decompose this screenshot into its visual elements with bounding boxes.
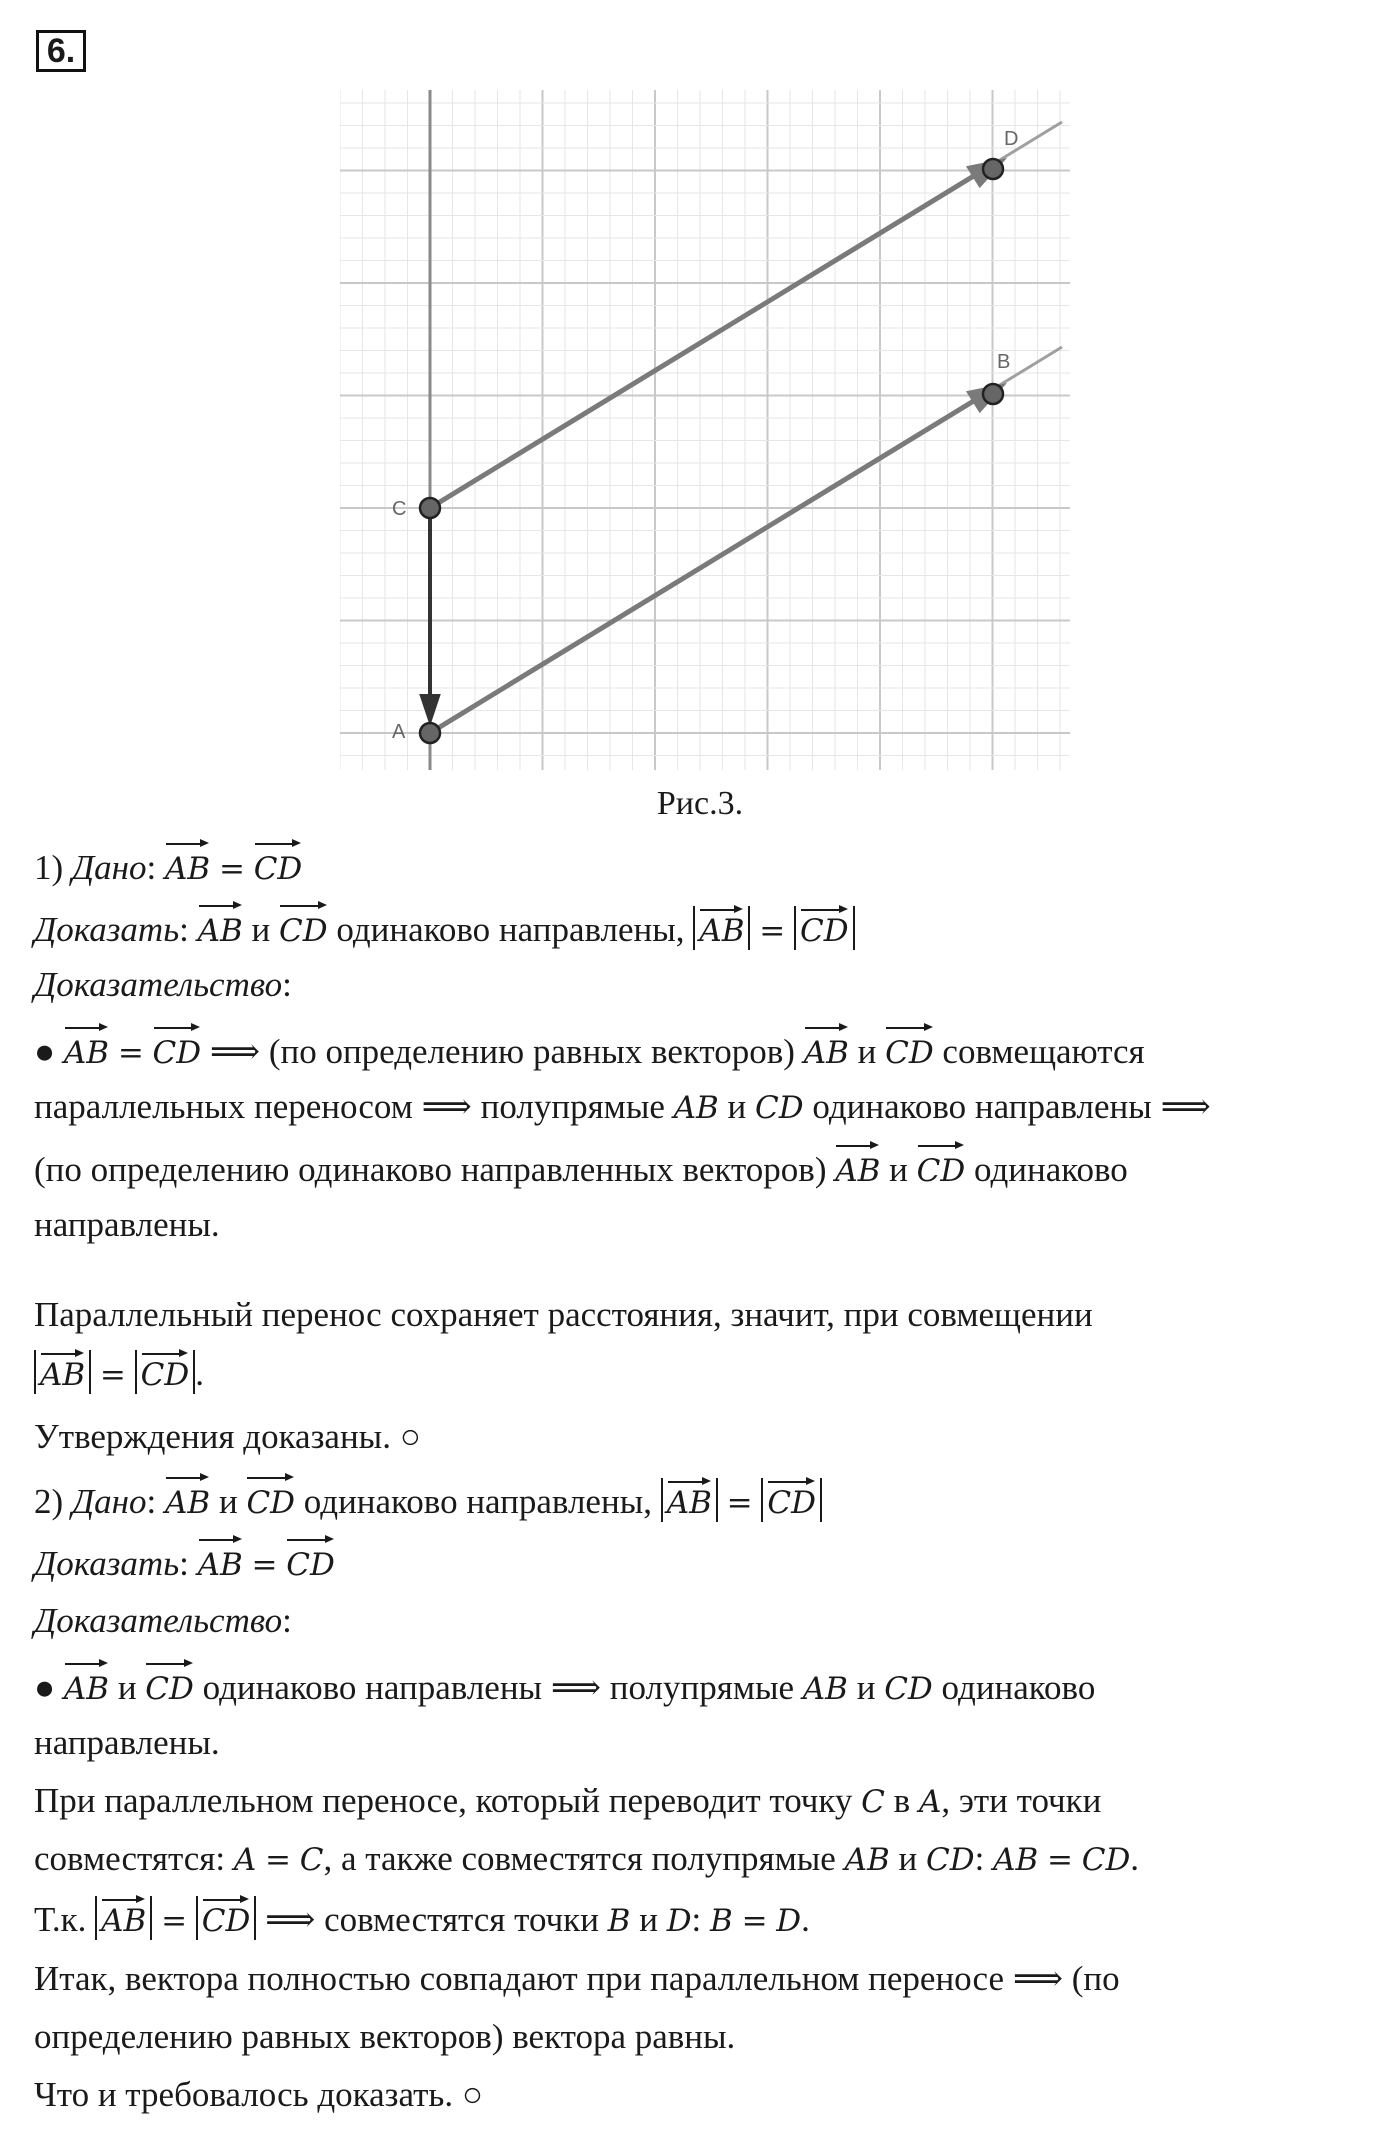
- point-d: [983, 159, 1003, 179]
- part1-conclusion: Утверждения доказаны. ○: [34, 1417, 421, 1456]
- part2-proof-line4: совместятся: A = C, а также совместятся полупрямые AB и CD: AB = CD.: [34, 1839, 1140, 1878]
- part1-proof-line4: направлены.: [34, 1205, 220, 1244]
- part1-para: Параллельный перенос сохраняет расстояния, значит, при совмещении: [34, 1295, 1093, 1334]
- part2-proof-line6: Итак, вектора полностью совпадают при параллельном переносе ⟹ (по: [34, 1959, 1120, 1998]
- point-c: [420, 498, 440, 518]
- label-b: B: [997, 351, 1011, 373]
- part1-proof-line1: ● AB = CD ⟹ (по определению равных векторов) AB и CD совмещаются: [34, 1024, 1145, 1076]
- part2-proof-label: Доказательство:: [34, 1601, 292, 1640]
- part2-conclusion: Что и требовалось доказать. ○: [34, 2075, 484, 2114]
- point-b: [983, 384, 1003, 404]
- part1-proof-line2: параллельных переносом ⟹ полупрямые AB и CD одинаково направлены ⟹: [34, 1087, 1211, 1126]
- part2-proof-line2: направлены.: [34, 1723, 220, 1762]
- label-c: C: [392, 498, 407, 520]
- part1-proof-line3: (по определению одинаково направленных векторов) AB и CD одинаково: [34, 1142, 1128, 1194]
- part1-given: 1) Дано: AB = CD: [34, 840, 302, 892]
- figure-caption: Рис.3.: [656, 785, 744, 822]
- part2-proof-line3: При параллельном переносе, который переводит точку C в A, эти точки: [34, 1781, 1102, 1820]
- points: [420, 159, 1003, 743]
- vector-ab: [430, 347, 1062, 733]
- vector-figure: [340, 90, 1070, 770]
- part1-modulus: AB = CD .: [34, 1350, 204, 1398]
- point-a: [420, 723, 440, 743]
- part2-proof-line7: определению равных векторов) вектора равны.: [34, 2017, 736, 2056]
- label-d: D: [1004, 128, 1019, 150]
- grid: [340, 90, 1070, 770]
- part2-proof-line1: ● AB и CD одинаково направлены ⟹ полупрямые AB и CD одинаково: [34, 1660, 1095, 1712]
- vector-cd: [430, 122, 1062, 508]
- part1-proof-label: Доказательство:: [34, 965, 292, 1004]
- part2-given: 2) Дано: AB и CD одинаково направлены, AB = CD: [34, 1474, 822, 1526]
- part2-proof-line5: Т.к. AB = CD ⟹ совместятся точки B и D: B = D.: [34, 1896, 810, 1944]
- task-number: 6.: [36, 30, 86, 72]
- part1-prove: Доказать: AB и CD одинаково направлены, AB = CD: [34, 902, 855, 954]
- part2-prove: Доказать: AB = CD: [34, 1536, 335, 1588]
- label-a: A: [392, 721, 406, 743]
